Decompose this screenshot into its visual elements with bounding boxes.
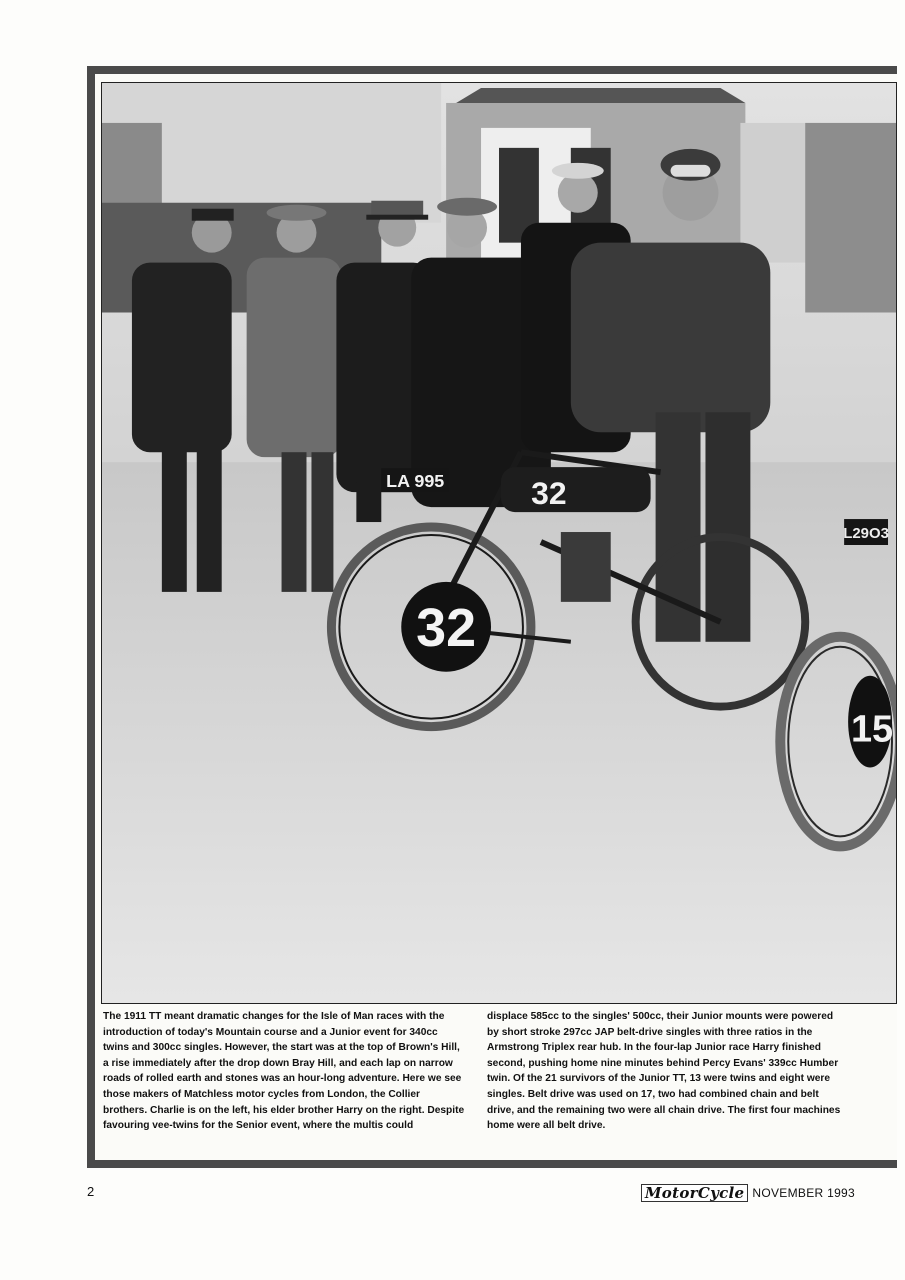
magazine-logo: MotorCycle <box>641 1184 748 1202</box>
right-wheel-number: 15 <box>850 708 894 751</box>
issue-date: NOVEMBER 1993 <box>752 1186 855 1200</box>
right-registration-plate: L29O3 <box>843 525 889 543</box>
page-number: 2 <box>87 1184 95 1199</box>
caption-left: The 1911 TT meant dramatic changes for the Isle of Man races with the introduction of today's Mountain course and a Junior event for 340cc twins and 300cc singles. However, the start was at the top of Brown's Hill, a rise immediately after the drop down Bray Hill, and each lap on narrow roads of rolled earth and stones was an hour-long adventure. Here we see those makers of Matchless motor cycles from London, the Collier brothers. Charlie is on the left, his elder brother Harry on the right. Despite favouring vee-twins for the Senior event, where the multis could <box>103 1011 465 1132</box>
caption-right: displace 585cc to the singles' 500cc, their Junior mounts were powered by short stroke 297cc JAP belt-drive singles with three ratios in the Armstrong Triplex rear hub. In the four-lap Junior race Harry finished second, pushing home nine minutes behind Percy Evans' 339cc Humber twin. Of the 21 survivors of the Junior TT, 13 were twins and eight were singles. Belt drive was used on 17, two had combined chain and belt drive, and the remaining two were all chain drive. The first four machines home were all belt drive. <box>487 1011 841 1132</box>
tank-number: 32 <box>531 475 567 512</box>
footer-issue <box>641 1184 855 1202</box>
wheel-number: 32 <box>416 597 477 658</box>
registration-plate: LA 995 <box>386 471 445 492</box>
historic-photo <box>101 82 897 1004</box>
photo-illustration <box>102 83 896 1003</box>
